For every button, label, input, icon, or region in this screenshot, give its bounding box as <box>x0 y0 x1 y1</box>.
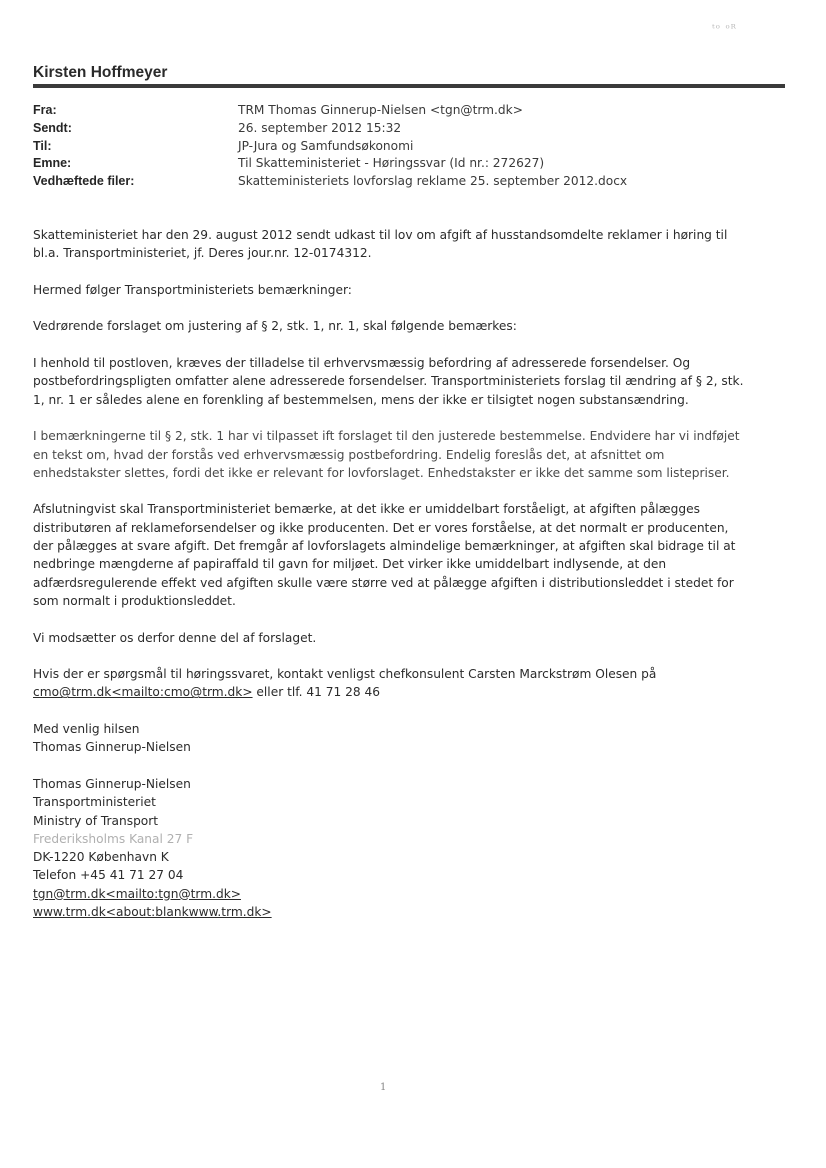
body-line: der pålægges at svare afgift. Det fremgår af lovforslagets almindelige bemærkninger, at afgiften skal bidrage til at <box>33 539 736 554</box>
signature-org-en: Ministry of Transport <box>33 813 159 828</box>
header-row-sent <box>33 120 785 138</box>
paragraph-remarks-intro <box>33 281 785 299</box>
paragraph-conclusion <box>33 500 785 610</box>
body-line: distributøren af reklameforsendelser og ikke producenten. Det er vores forståelse, at det normalt er producenten, <box>33 520 729 535</box>
body-line: I henhold til postloven, kræves der tilladelse til erhvervsmæssig befordring af adresserede forsendelser. Og <box>33 356 691 371</box>
body-line: Skatteministeriet har den 29. august 2012 sendt udkast til lov om afgift af husstandsomdelte reklamer i høring til <box>33 228 728 242</box>
body-line: Vi modsætter os derfor denne del af forslaget. <box>33 630 317 645</box>
paragraph-intro <box>33 226 785 263</box>
closing <box>33 720 785 757</box>
paragraph-adjustments <box>33 427 785 482</box>
body-line: Hermed følger Transportministeriets bemærkninger: <box>33 282 352 297</box>
attachment-filename: Skatteministeriets lovforslag reklame 25. september 2012.docx <box>238 174 628 189</box>
signature-street: Frederiksholms Kanal 27 F <box>33 831 194 846</box>
contact-phone: eller tlf. 41 71 28 46 <box>252 685 381 700</box>
header-label: Emne: <box>33 156 72 171</box>
body-line: 1, nr. 1 er således alene en forenkling af bestemmelsen, mens der ikke er tilsigtet nogen substansændring. <box>33 392 689 407</box>
scan-mark: ᵗᵒ ᵒᴿ <box>712 22 737 35</box>
signature-email-link[interactable]: tgn@trm.dk<mailto:tgn@trm.dk> <box>33 886 241 901</box>
header-row-attachments <box>33 173 785 191</box>
body-line: bl.a. Transportministeriet, jf. Deres jour.nr. 12-0174312. <box>33 246 372 261</box>
body-line: en tekst om, hvad der forstås ved erhvervsmæssig postbefordring. Endelig foreslås det, at afsnittet om <box>33 447 665 462</box>
header-row-subject <box>33 155 785 173</box>
header-value: Til Skatteministeriet - Høringssvar (Id nr.: 272627) <box>238 156 545 171</box>
signature-name: Thomas Ginnerup-Nielsen <box>33 776 191 791</box>
paragraph-regarding <box>33 317 785 335</box>
paragraph-postal-law <box>33 354 785 409</box>
signature-block <box>33 775 785 921</box>
header-label: Fra: <box>33 103 57 117</box>
header-row-to <box>33 138 785 156</box>
signature-org: Transportministeriet <box>33 795 156 810</box>
email-body <box>33 226 785 940</box>
closing-greeting: Med venlig hilsen <box>33 722 140 737</box>
body-line: Afslutningvist skal Transportministeriet bemærke, at det ikke er umiddelbart forståeligt, at afgiften pålægges <box>33 502 700 517</box>
header-value: JP-Jura og Samfundsøkonomi <box>238 138 414 153</box>
body-line: som normalt i produktionsleddet. <box>33 593 236 608</box>
header-label: Til: <box>33 138 52 153</box>
header-row-from <box>33 102 785 120</box>
signature-phone: Telefon +45 41 71 27 04 <box>33 868 184 883</box>
page-number: 1 <box>380 1082 387 1093</box>
header-label: Vedhæftede filer: <box>33 174 135 189</box>
body-line: adfærdsregulerende effekt ved afgiften skulle være større ved at pålægge afgiften i distributionsleddet i stedet for <box>33 575 734 590</box>
paragraph-contact <box>33 665 785 702</box>
header-value: 26. september 2012 15:32 <box>238 120 402 135</box>
signature-city: DK-1220 København K <box>33 850 169 865</box>
body-line: I bemærkningerne til § 2, stk. 1 har vi tilpasset ift forslaget til den justerede bestemmelse. Endvidere har vi indføjet <box>33 429 740 444</box>
header-label: Sendt: <box>33 120 72 135</box>
body-line: Vedrørende forslaget om justering af § 2, stk. 1, nr. 1, skal følgende bemærkes: <box>33 319 517 334</box>
body-line: postbefordringspligten omfatter alene adresserede forsendelser. Transportministeriets forslag til ændring af § 2, stk. <box>33 374 744 389</box>
paragraph-objection <box>33 629 785 647</box>
signature-web-link[interactable]: www.trm.dk<about:blankwww.trm.dk> <box>33 904 272 919</box>
body-line: Hvis der er spørgsmål til høringssvaret, kontakt venligst chefkonsulent Carsten Marckstrøm Olesen på <box>33 667 657 682</box>
contact-email-link[interactable]: cmo@trm.dk<mailto:cmo@trm.dk> <box>33 685 253 700</box>
closing-name: Thomas Ginnerup-Nielsen <box>33 740 191 755</box>
email-headers <box>33 102 785 191</box>
header-divider <box>33 84 785 88</box>
sender-name: Kirsten Hoffmeyer <box>33 64 168 81</box>
body-line: nedbringe mængderne af papiraffald til gavn for miljøet. Det virker ikke umiddelbart indlysende, at den <box>33 557 667 572</box>
header-value: TRM Thomas Ginnerup-Nielsen <tgn@trm.dk> <box>238 103 523 117</box>
body-line: enhedstakster slettes, fordi det ikke er relevant for lovforslaget. Enhedstakster er ikke det samme som listepriser. <box>33 465 730 480</box>
